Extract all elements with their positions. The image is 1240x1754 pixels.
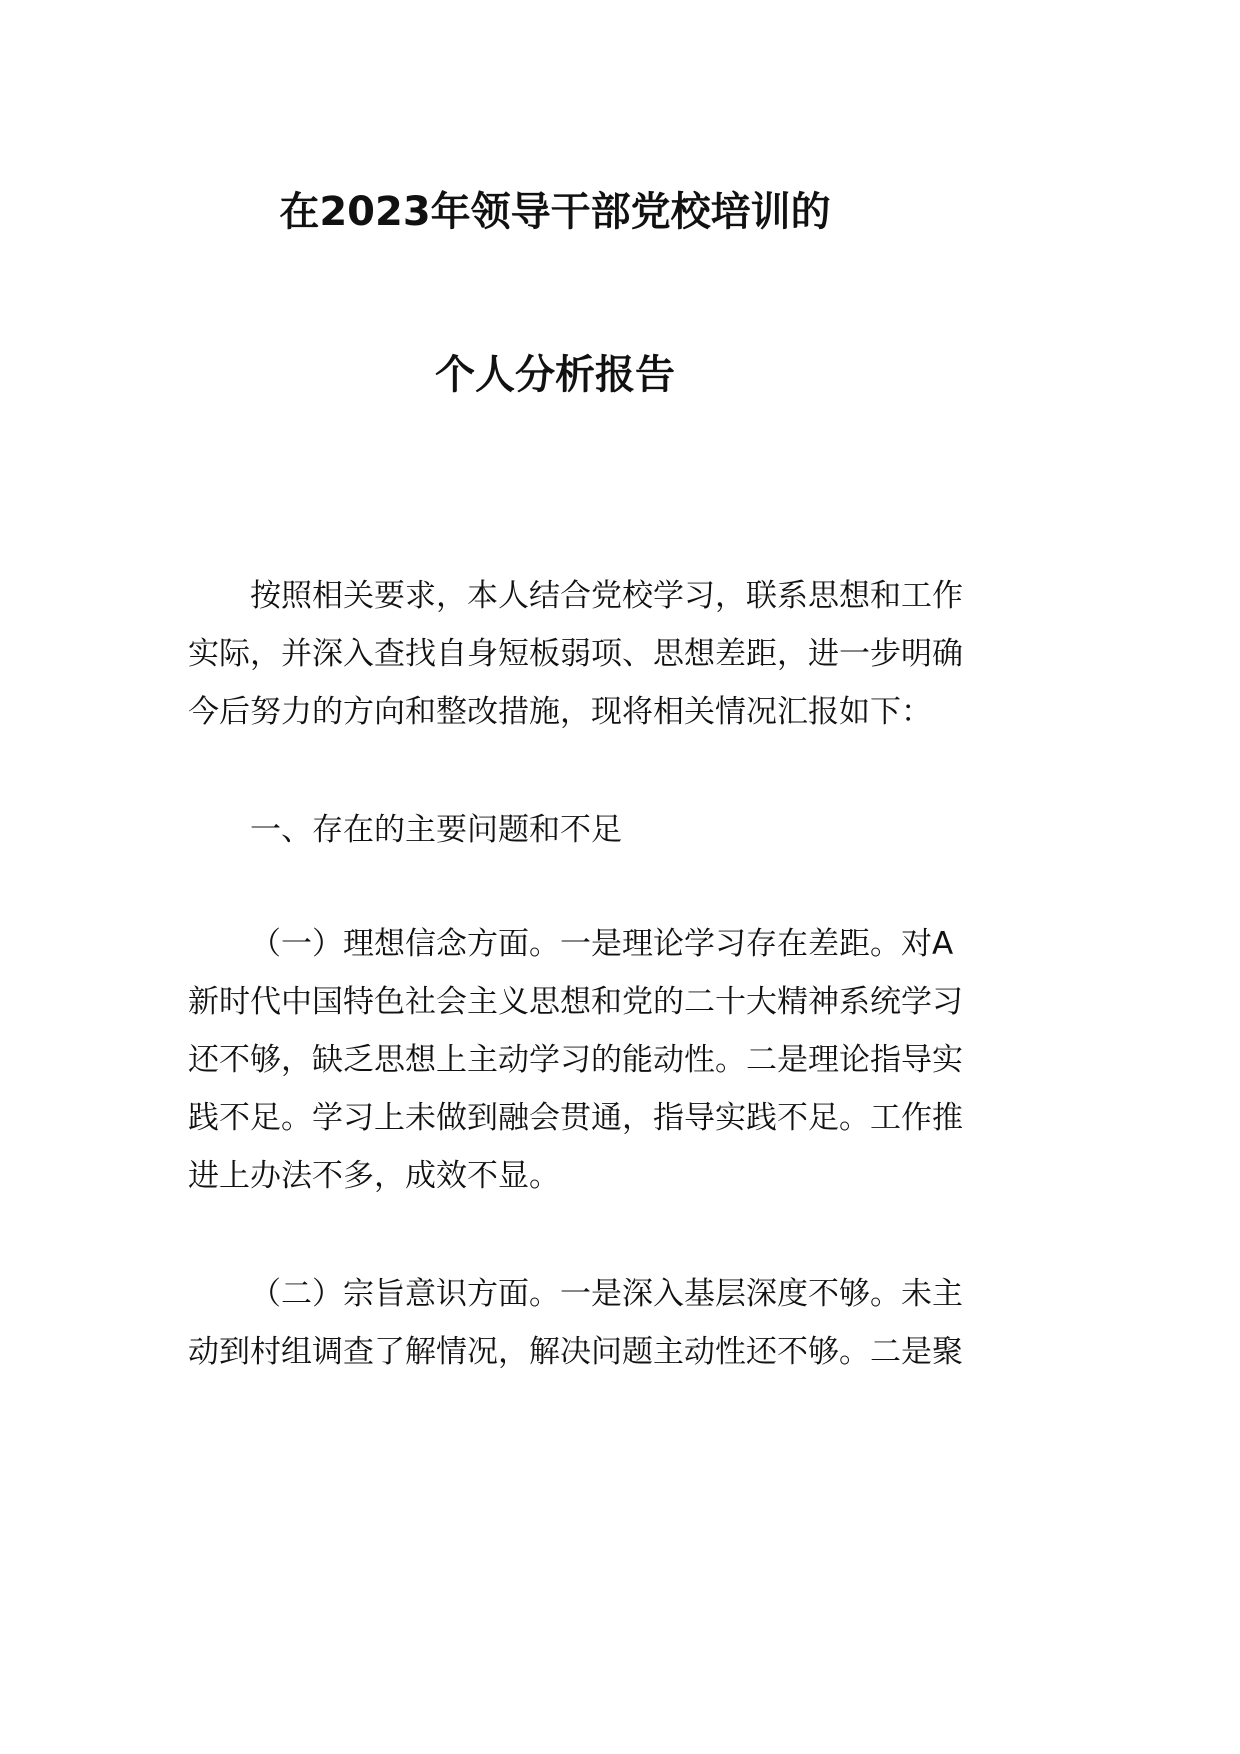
paragraph-line: 还不够，缺乏思想上主动学习的能动性。二是理论指导实 (188, 1042, 963, 1078)
paragraph-line: （一）理想信念方面。一是理论学习存在差距。对A (250, 926, 954, 962)
paragraph-line: 进上办法不多，成效不显。 (188, 1158, 560, 1194)
document-title-line-1: 在2023年领导干部党校培训的 (279, 189, 831, 235)
paragraph-line: （二）宗旨意识方面。一是深入基层深度不够。未主 (250, 1276, 963, 1312)
paragraph-line: 践不足。学习上未做到融会贯通，指导实践不足。工作推 (188, 1100, 963, 1136)
paragraph-line: 新时代中国特色社会主义思想和党的二十大精神系统学习 (188, 984, 963, 1020)
document-title-line-2: 个人分析报告 (435, 352, 675, 398)
paragraph-line: 今后努力的方向和整改措施，现将相关情况汇报如下： (188, 694, 932, 730)
paragraph-line: 实际，并深入查找自身短板弱项、思想差距，进一步明确 (188, 636, 963, 672)
paragraph-line: 动到村组调查了解情况，解决问题主动性还不够。二是聚 (188, 1334, 963, 1370)
paragraph-line: 按照相关要求，本人结合党校学习，联系思想和工作 (250, 578, 963, 614)
section-heading: 一、存在的主要问题和不足 (250, 812, 622, 848)
